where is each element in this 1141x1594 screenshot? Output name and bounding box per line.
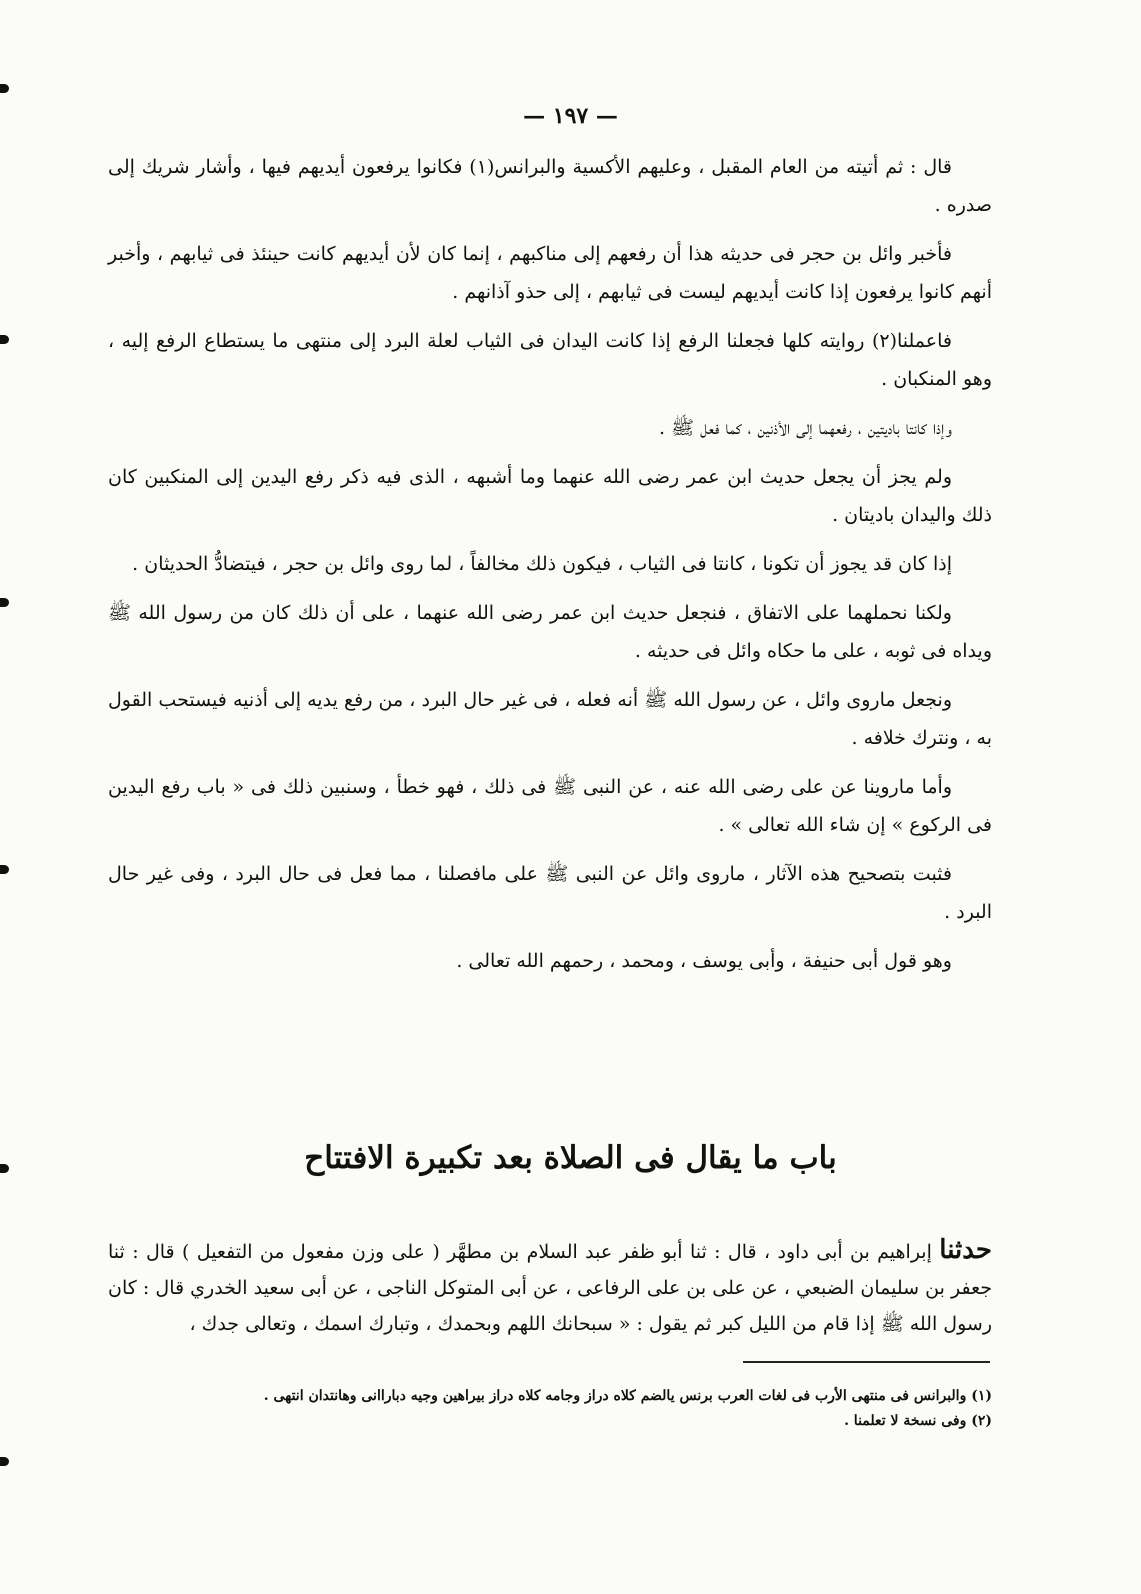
hadith-text: إبراهيم بن أبى داود ، قال : ثنا أبو ظفر عبد السلام بن مطهَّر ( على وزن مفعول من التفعيل ) قال : ثنا جعفر بن سليمان الضبعي ، عن على بن على الرفاعى ، عن أبى المتوكل الناجى ، عن أبى سعيد الخدري قال : كان رسول الله ﷺ إذا قام من الليل كبر ثم يقول : « سبحانك اللهم وبحمدك ، وتبارك اسمك ، وتعالى جدك ،: [108, 1241, 992, 1335]
page-number: — ١٩٧ —: [523, 103, 618, 129]
paragraph: وإذا كانتا باديتين ، رفعهما إلى الأذنين ، كما فعل ﷺ .: [659, 417, 952, 439]
paragraph: وهو قول أبى حنيفة ، وأبى يوسف ، ومحمد ، رحمهم الله تعالى .: [456, 950, 952, 972]
paragraph: ونجعل ماروى وائل ، عن رسول الله ﷺ أنه فعله ، فى غير حال البرد ، من رفع يديه إلى أذنيه فيستحب القول به ، ونترك خلافه .: [108, 689, 992, 749]
binding-mark: [0, 865, 9, 874]
paragraph: قال : ثم أتيته من العام المقبل ، وعليهم الأكسية والبرانس(١) فكانوا يرفعون أيديهم فيها ، وأشار شريك إلى صدره .: [108, 156, 992, 216]
paragraph: وأما ماروينا عن على رضى الله عنه ، عن النبى ﷺ فى ذلك ، فهو خطأ ، وسنبين ذلك فى « باب رفع اليدين فى الركوع » إن شاء الله تعالى » .: [108, 776, 992, 836]
binding-mark: [0, 598, 9, 607]
binding-mark: [0, 84, 9, 93]
footnote: (١) والبرانس فى منتهى الأرب فى لغات العرب برنس يالضم كلاه دراز وجامه كلاه دراز بيراهين وجيه دباراانى وهانتدان انتهى .: [263, 1388, 992, 1404]
binding-mark: [0, 335, 9, 344]
paragraph: فأخبر وائل بن حجر فى حديثه هذا أن رفعهم إلى مناكبهم ، إنما كان لأن أيديهم كانت حينئذ فى ثيابهم ، وأخبر أنهم كانوا يرفعون إذا كانت أيديهم ليست فى ثيابهم ، إلى حذو آذانهم .: [108, 243, 992, 303]
paragraph: ولم يجز أن يجعل حديث ابن عمر رضى الله عنهما وما أشبهه ، الذى فيه ذكر رفع اليدين إلى المنكبين كان ذلك واليدان باديتان .: [108, 466, 992, 526]
chapter-heading: باب ما يقال فى الصلاة بعد تكبيرة الافتتاح: [304, 1140, 837, 1176]
paragraph: إذا كان قد يجوز أن تكونا ، كانتا فى الثياب ، فيكون ذلك مخالفاً ، لما روى وائل بن حجر ، فيتضادُّ الحديثان .: [132, 553, 952, 575]
footnotes: [108, 1384, 992, 1434]
hadith-paragraph: [108, 1232, 992, 1342]
paragraph: فاعملنا(٢) روايته كلها فجعلنا الرفع إذا كانت اليدان فى الثياب لعلة البرد إلى منتهى ما يستطاع الرفع إليه ، وهو المنكبان .: [108, 330, 992, 390]
binding-mark: [0, 1457, 9, 1466]
paragraph: فثبت بتصحيح هذه الآثار ، ماروى وائل عن النبى ﷺ على مافصلنا ، مما فعل فى حال البرد ، وفى غير حال البرد .: [108, 863, 992, 923]
body-text: [108, 148, 992, 991]
hadith-lead-word: حدثنا: [939, 1235, 992, 1265]
paragraph: ولكنا نحملهما على الاتفاق ، فنجعل حديث ابن عمر رضى الله عنهما ، على أن ذلك كان من رسول الله ﷺ ويداه فى ثوبه ، على ما حكاه وائل فى حديثه .: [108, 602, 992, 662]
footnote: (٢) وفى نسخة لا تعلمنا .: [844, 1413, 992, 1429]
footnote-divider: [743, 1361, 990, 1363]
